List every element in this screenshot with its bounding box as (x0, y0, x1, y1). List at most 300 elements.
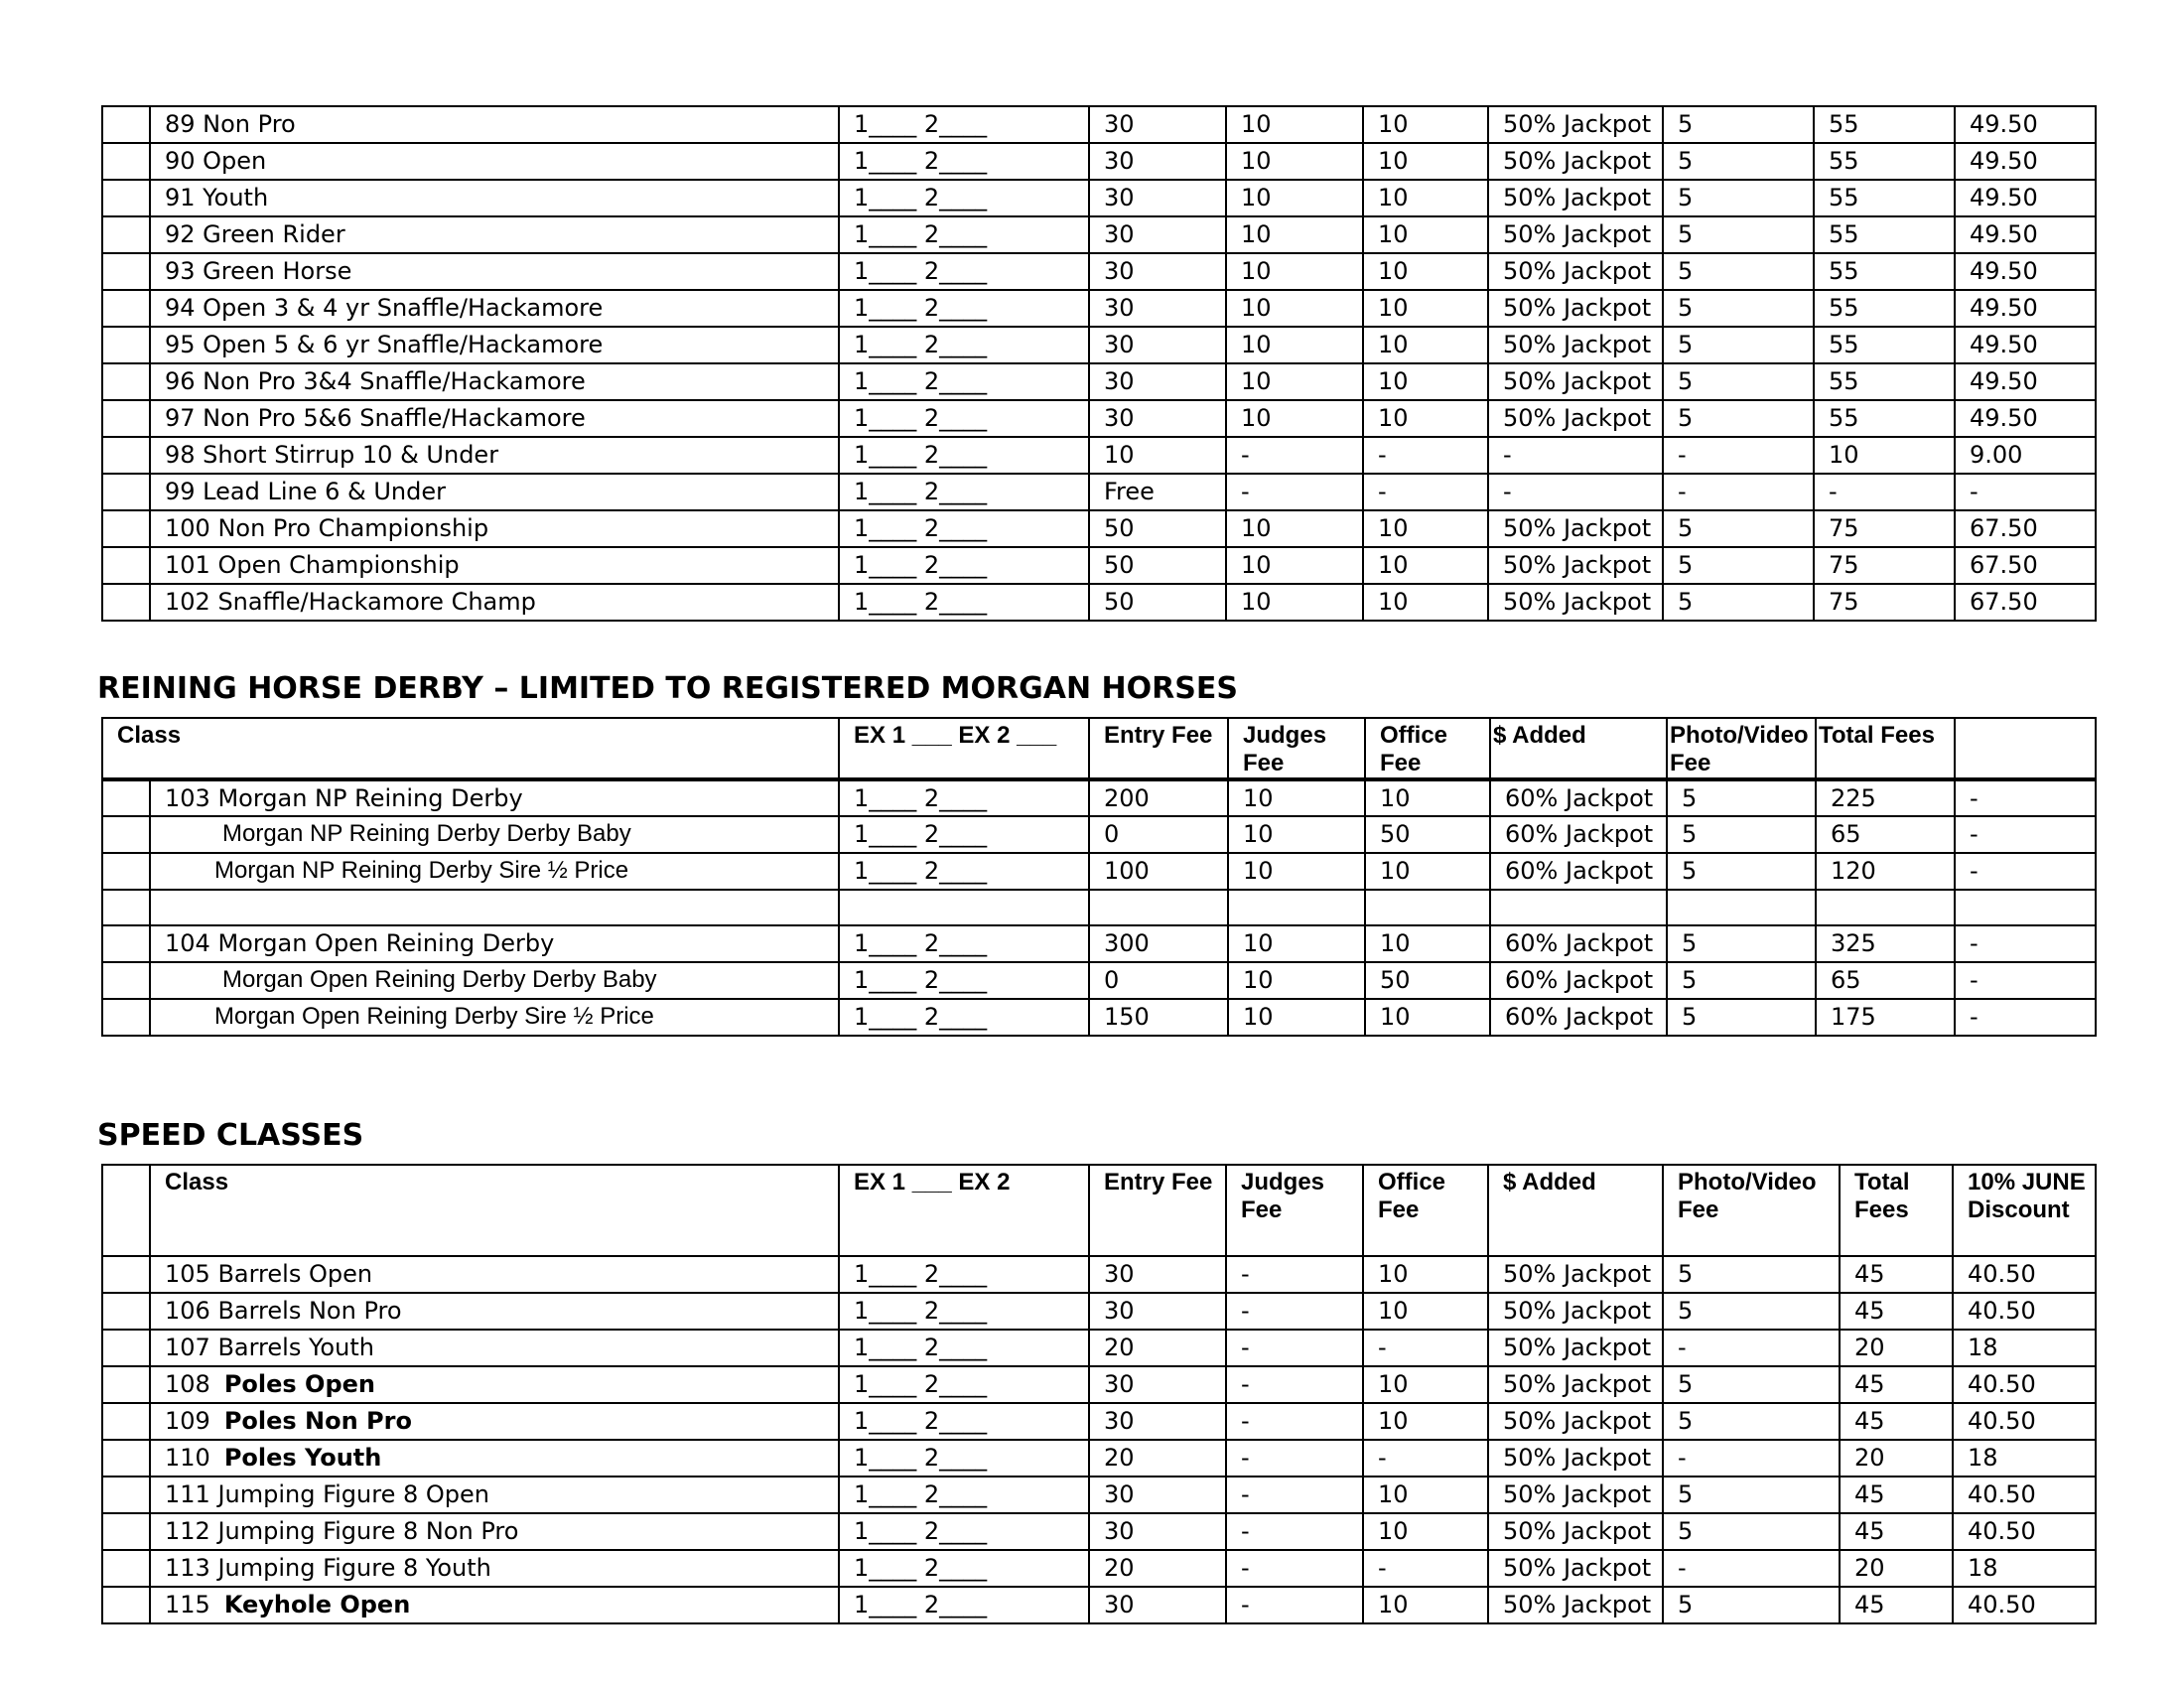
class-name-cell: 93 Green Horse (150, 253, 839, 290)
table-row (102, 106, 2096, 143)
judges-fee-cell: 10 (1226, 106, 1363, 143)
total-fees-cell: 65 (1816, 962, 1955, 999)
discount-cell: - (1955, 816, 2096, 853)
office-fee-cell: 10 (1363, 106, 1488, 143)
photo-video-fee-cell: 5 (1663, 253, 1814, 290)
ex-entry-cell: 1____ 2____ (839, 290, 1089, 327)
total-fees-cell: 45 (1840, 1403, 1953, 1440)
photo-video-fee-cell: 5 (1663, 363, 1814, 400)
table-row (102, 510, 2096, 547)
added-cell: 60% Jackpot (1490, 925, 1667, 962)
ex-entry-cell: 1____ 2____ (839, 327, 1089, 363)
ex-entry-cell: 1____ 2____ (839, 1403, 1089, 1440)
class-name-bold: Keyhole Open (223, 1591, 411, 1618)
table-row (102, 999, 2096, 1036)
ex-entry-cell: 1____ 2____ (839, 400, 1089, 437)
judges-fee-cell: 10 (1228, 779, 1365, 816)
added-cell: 60% Jackpot (1490, 853, 1667, 890)
row-marker-cell (102, 1330, 150, 1366)
office-fee-cell: 10 (1363, 253, 1488, 290)
class-name-cell: 103 Morgan NP Reining Derby (150, 779, 839, 816)
judges-fee-cell: - (1226, 1550, 1363, 1587)
total-fees-cell: 45 (1840, 1513, 1953, 1550)
speed-table-container (101, 1164, 2095, 1624)
office-fee-cell: 50 (1365, 816, 1490, 853)
total-fees-cell: 75 (1814, 584, 1955, 621)
discount-cell: - (1955, 999, 2096, 1036)
judges-fee-cell: - (1226, 437, 1363, 474)
row-marker-cell (102, 253, 150, 290)
office-fee-cell: - (1363, 1440, 1488, 1477)
judges-fee-cell: - (1226, 1477, 1363, 1513)
judges-fee-cell: 10 (1226, 143, 1363, 180)
discount-cell: - (1955, 962, 2096, 999)
judges-fee-cell: - (1226, 1440, 1363, 1477)
entry-fee-cell: 0 (1089, 816, 1228, 853)
total-fees-cell: 55 (1814, 180, 1955, 216)
row-marker-cell (102, 363, 150, 400)
total-fees-cell: 10 (1814, 437, 1955, 474)
judges-fee-cell: 10 (1228, 853, 1365, 890)
added-cell: 50% Jackpot (1488, 1550, 1663, 1587)
photo-video-fee-cell: 5 (1667, 816, 1816, 853)
row-marker-cell (102, 216, 150, 253)
derby-header-row (102, 718, 2096, 779)
office-fee-cell: 10 (1363, 327, 1488, 363)
office-fee-cell: 10 (1365, 779, 1490, 816)
row-marker-cell (102, 1587, 150, 1623)
photo-video-fee-cell: - (1663, 474, 1814, 510)
total-fees-cell: 65 (1816, 816, 1955, 853)
class-name-bold: Poles Open (223, 1370, 375, 1398)
discount-cell: 40.50 (1953, 1293, 2096, 1330)
judges-fee-cell: 10 (1226, 216, 1363, 253)
added-cell: 50% Jackpot (1488, 1587, 1663, 1623)
entry-fee-cell: 30 (1089, 253, 1226, 290)
class-name-cell: 113 Jumping Figure 8 Youth (150, 1550, 839, 1587)
derby-table (101, 717, 2097, 1037)
photo-video-fee-cell: 5 (1663, 1366, 1840, 1403)
header-discount (1955, 718, 2096, 779)
added-cell: 50% Jackpot (1488, 547, 1663, 584)
row-marker-cell (102, 547, 150, 584)
class-name-cell: 112 Jumping Figure 8 Non Pro (150, 1513, 839, 1550)
ex-entry-cell: 1____ 2____ (839, 106, 1089, 143)
office-fee-cell: - (1363, 1330, 1488, 1366)
total-fees-cell: 45 (1840, 1256, 1953, 1293)
ex-entry-cell: 1____ 2____ (839, 1440, 1089, 1477)
added-cell: 60% Jackpot (1490, 816, 1667, 853)
row-marker-cell (102, 1256, 150, 1293)
ex-entry-cell: 1____ 2____ (839, 180, 1089, 216)
judges-fee-cell: 10 (1226, 400, 1363, 437)
office-fee-cell: 10 (1365, 853, 1490, 890)
row-marker-cell (102, 925, 150, 962)
total-fees-cell: 45 (1840, 1587, 1953, 1623)
row-marker-cell (102, 400, 150, 437)
ex-entry-cell: 1____ 2____ (839, 584, 1089, 621)
header-total-fees: Total Fees (1840, 1165, 1953, 1256)
class-name-cell: 100 Non Pro Championship (150, 510, 839, 547)
entry-fee-cell: 200 (1089, 779, 1228, 816)
header-photo-video-fee: Photo/Video Fee (1667, 718, 1816, 779)
judges-fee-cell: 10 (1228, 962, 1365, 999)
discount-cell: 18 (1953, 1550, 2096, 1587)
judges-fee-cell: 10 (1226, 547, 1363, 584)
office-fee-cell: 10 (1363, 1403, 1488, 1440)
photo-video-fee-cell: 5 (1663, 584, 1814, 621)
judges-fee-cell: - (1226, 1587, 1363, 1623)
office-fee-cell: 10 (1363, 290, 1488, 327)
photo-video-fee-cell: 5 (1663, 400, 1814, 437)
photo-video-fee-cell: 5 (1663, 106, 1814, 143)
row-marker-cell (102, 290, 150, 327)
total-fees-cell: 20 (1840, 1330, 1953, 1366)
photo-video-fee-cell: 5 (1663, 1477, 1840, 1513)
photo-video-fee-cell: 5 (1663, 290, 1814, 327)
discount-cell: 40.50 (1953, 1513, 2096, 1550)
header-blank (102, 1165, 150, 1256)
office-fee-cell: - (1363, 474, 1488, 510)
total-fees-cell: 75 (1814, 510, 1955, 547)
class-name-cell: Morgan NP Reining Derby Sire ½ Price (150, 853, 839, 890)
class-name-cell: 92 Green Rider (150, 216, 839, 253)
photo-video-fee-cell: 5 (1663, 327, 1814, 363)
class-name-cell: 90 Open (150, 143, 839, 180)
class-name-cell: Morgan Open Reining Derby Sire ½ Price (150, 999, 839, 1036)
row-marker-cell (102, 779, 150, 816)
row-marker-cell (102, 437, 150, 474)
class-number: 115 (165, 1591, 210, 1618)
reining-classes-table-container (101, 105, 2095, 622)
judges-fee-cell: 10 (1228, 999, 1365, 1036)
added-cell: 50% Jackpot (1488, 1440, 1663, 1477)
class-name-cell: 95 Open 5 & 6 yr Snaffle/Hackamore (150, 327, 839, 363)
total-fees-cell: 75 (1814, 547, 1955, 584)
ex-entry-cell: 1____ 2____ (839, 1477, 1089, 1513)
entry-fee-cell: 30 (1089, 106, 1226, 143)
discount-cell: 40.50 (1953, 1366, 2096, 1403)
table-row (102, 290, 2096, 327)
added-cell: 50% Jackpot (1488, 1403, 1663, 1440)
ex-entry-cell: 1____ 2____ (839, 999, 1089, 1036)
class-name-cell: 101 Open Championship (150, 547, 839, 584)
office-fee-cell: 10 (1363, 216, 1488, 253)
row-marker-cell (102, 474, 150, 510)
discount-cell: 40.50 (1953, 1403, 2096, 1440)
entry-fee-cell: 50 (1089, 510, 1226, 547)
office-fee-cell: 10 (1363, 547, 1488, 584)
row-marker-cell (102, 143, 150, 180)
entry-fee-cell: 30 (1089, 1587, 1226, 1623)
table-row (102, 1403, 2096, 1440)
blank-cell (1365, 890, 1490, 925)
class-number: 108 (165, 1370, 210, 1398)
table-row (102, 180, 2096, 216)
photo-video-fee-cell: 5 (1663, 1256, 1840, 1293)
total-fees-cell: 55 (1814, 216, 1955, 253)
row-marker-cell (102, 853, 150, 890)
table-row (102, 1513, 2096, 1550)
table-row (102, 853, 2096, 890)
added-cell: 50% Jackpot (1488, 180, 1663, 216)
total-fees-cell: 55 (1814, 327, 1955, 363)
blank-row (102, 890, 2096, 925)
judges-fee-cell: - (1226, 1403, 1363, 1440)
table-row (102, 1440, 2096, 1477)
judges-fee-cell: 10 (1226, 290, 1363, 327)
office-fee-cell: 10 (1363, 1293, 1488, 1330)
added-cell: - (1488, 437, 1663, 474)
row-marker-cell (102, 1440, 150, 1477)
blank-cell (1228, 890, 1365, 925)
class-name-cell (150, 1587, 839, 1623)
photo-video-fee-cell: 5 (1667, 999, 1816, 1036)
discount-cell: 67.50 (1955, 547, 2096, 584)
row-marker-cell (102, 1477, 150, 1513)
judges-fee-cell: - (1226, 1293, 1363, 1330)
photo-video-fee-cell: 5 (1663, 143, 1814, 180)
derby-table-container (101, 717, 2095, 1037)
office-fee-cell: 10 (1365, 999, 1490, 1036)
judges-fee-cell: - (1226, 1366, 1363, 1403)
entry-fee-cell: 30 (1089, 180, 1226, 216)
photo-video-fee-cell: 5 (1663, 1513, 1840, 1550)
ex-entry-cell: 1____ 2____ (839, 474, 1089, 510)
total-fees-cell: 175 (1816, 999, 1955, 1036)
judges-fee-cell: - (1226, 1513, 1363, 1550)
header-ex: EX 1 ___ EX 2 ___ (839, 718, 1089, 779)
discount-cell: 9.00 (1955, 437, 2096, 474)
added-cell: 50% Jackpot (1488, 1477, 1663, 1513)
ex-entry-cell: 1____ 2____ (839, 1587, 1089, 1623)
entry-fee-cell: 30 (1089, 363, 1226, 400)
added-cell: 50% Jackpot (1488, 363, 1663, 400)
office-fee-cell: 10 (1363, 400, 1488, 437)
total-fees-cell: 120 (1816, 853, 1955, 890)
row-marker-cell (102, 584, 150, 621)
table-row (102, 1587, 2096, 1623)
table-row (102, 143, 2096, 180)
office-fee-cell: 10 (1365, 925, 1490, 962)
total-fees-cell: 55 (1814, 363, 1955, 400)
added-cell: - (1488, 474, 1663, 510)
added-cell: 50% Jackpot (1488, 1256, 1663, 1293)
entry-fee-cell: 150 (1089, 999, 1228, 1036)
ex-entry-cell: 1____ 2____ (839, 1256, 1089, 1293)
row-marker-cell (102, 816, 150, 853)
entry-fee-cell: 20 (1089, 1550, 1226, 1587)
class-name-cell (150, 1440, 839, 1477)
added-cell: 50% Jackpot (1488, 510, 1663, 547)
header-office-fee: Office Fee (1365, 718, 1490, 779)
discount-cell: 18 (1953, 1330, 2096, 1366)
ex-entry-cell: 1____ 2____ (839, 1550, 1089, 1587)
class-name-cell: Morgan Open Reining Derby Derby Baby (150, 962, 839, 999)
discount-cell: 49.50 (1955, 216, 2096, 253)
reining-classes-table (101, 105, 2097, 622)
ex-entry-cell: 1____ 2____ (839, 925, 1089, 962)
ex-entry-cell: 1____ 2____ (839, 547, 1089, 584)
added-cell: 50% Jackpot (1488, 253, 1663, 290)
photo-video-fee-cell: 5 (1667, 962, 1816, 999)
table-row (102, 1550, 2096, 1587)
office-fee-cell: - (1363, 1550, 1488, 1587)
total-fees-cell: 20 (1840, 1550, 1953, 1587)
judges-fee-cell: 10 (1228, 816, 1365, 853)
entry-fee-cell: 30 (1089, 1403, 1226, 1440)
ex-entry-cell: 1____ 2____ (839, 216, 1089, 253)
judges-fee-cell: 10 (1226, 584, 1363, 621)
class-name-cell: 104 Morgan Open Reining Derby (150, 925, 839, 962)
table-row (102, 253, 2096, 290)
header-entry-fee: Entry Fee (1089, 1165, 1226, 1256)
total-fees-cell: 225 (1816, 779, 1955, 816)
table-row (102, 779, 2096, 816)
row-marker-cell (102, 1403, 150, 1440)
header-judges-fee: Judges Fee (1228, 718, 1365, 779)
table-row (102, 925, 2096, 962)
ex-entry-cell: 1____ 2____ (839, 962, 1089, 999)
judges-fee-cell: 10 (1228, 925, 1365, 962)
judges-fee-cell: 10 (1226, 327, 1363, 363)
table-row (102, 363, 2096, 400)
class-name-cell: 96 Non Pro 3&4 Snaffle/Hackamore (150, 363, 839, 400)
added-cell: 50% Jackpot (1488, 1513, 1663, 1550)
total-fees-cell: 45 (1840, 1366, 1953, 1403)
entry-fee-cell: Free (1089, 474, 1226, 510)
entry-fee-cell: 300 (1089, 925, 1228, 962)
table-row (102, 1330, 2096, 1366)
ex-entry-cell: 1____ 2____ (839, 816, 1089, 853)
entry-fee-cell: 30 (1089, 1293, 1226, 1330)
blank-cell (1490, 890, 1667, 925)
discount-cell: 18 (1953, 1440, 2096, 1477)
judges-fee-cell: 10 (1226, 510, 1363, 547)
derby-section-title: REINING HORSE DERBY – LIMITED TO REGISTERED MORGAN HORSES (97, 671, 1238, 706)
total-fees-cell: 20 (1840, 1440, 1953, 1477)
judges-fee-cell: - (1226, 1330, 1363, 1366)
table-row (102, 547, 2096, 584)
header-ex: EX 1 ___ EX 2 (839, 1165, 1089, 1256)
row-marker-cell (102, 962, 150, 999)
blank-cell (1816, 890, 1955, 925)
added-cell: 50% Jackpot (1488, 1366, 1663, 1403)
entry-fee-cell: 0 (1089, 962, 1228, 999)
ex-entry-cell: 1____ 2____ (839, 1513, 1089, 1550)
office-fee-cell: 10 (1363, 510, 1488, 547)
photo-video-fee-cell: 5 (1667, 779, 1816, 816)
header-added: $ Added (1490, 718, 1667, 779)
added-cell: 50% Jackpot (1488, 584, 1663, 621)
class-number: 109 (165, 1407, 210, 1435)
added-cell: 60% Jackpot (1490, 962, 1667, 999)
row-marker-cell (102, 180, 150, 216)
ex-entry-cell: 1____ 2____ (839, 143, 1089, 180)
entry-fee-cell: 30 (1089, 1513, 1226, 1550)
judges-fee-cell: 10 (1226, 180, 1363, 216)
discount-cell: 67.50 (1955, 584, 2096, 621)
entry-fee-cell: 50 (1089, 584, 1226, 621)
total-fees-cell: 55 (1814, 253, 1955, 290)
added-cell: 60% Jackpot (1490, 779, 1667, 816)
class-name-cell: 98 Short Stirrup 10 & Under (150, 437, 839, 474)
row-marker-cell (102, 1366, 150, 1403)
added-cell: 50% Jackpot (1488, 1293, 1663, 1330)
header-photo-video-fee: Photo/Video Fee (1663, 1165, 1840, 1256)
photo-video-fee-cell: - (1663, 1550, 1840, 1587)
added-cell: 60% Jackpot (1490, 999, 1667, 1036)
entry-fee-cell: 30 (1089, 1477, 1226, 1513)
office-fee-cell: 10 (1363, 180, 1488, 216)
blank-cell (1955, 890, 2096, 925)
class-name-bold: Poles Youth (223, 1444, 382, 1472)
photo-video-fee-cell: 5 (1663, 510, 1814, 547)
header-office-fee: Office Fee (1363, 1165, 1488, 1256)
blank-cell (150, 890, 839, 925)
ex-entry-cell: 1____ 2____ (839, 779, 1089, 816)
header-total-fees: Total Fees (1816, 718, 1955, 779)
row-marker-cell (102, 1550, 150, 1587)
table-row (102, 1256, 2096, 1293)
photo-video-fee-cell: 5 (1663, 1587, 1840, 1623)
table-row (102, 400, 2096, 437)
discount-cell: 67.50 (1955, 510, 2096, 547)
table-row (102, 1293, 2096, 1330)
entry-fee-cell: 30 (1089, 1366, 1226, 1403)
judges-fee-cell: 10 (1226, 363, 1363, 400)
class-name-cell: 89 Non Pro (150, 106, 839, 143)
office-fee-cell: 10 (1363, 1256, 1488, 1293)
class-name-cell: 91 Youth (150, 180, 839, 216)
entry-fee-cell: 20 (1089, 1330, 1226, 1366)
office-fee-cell: 10 (1363, 1513, 1488, 1550)
header-entry-fee: Entry Fee (1089, 718, 1228, 779)
class-number: 110 (165, 1444, 210, 1472)
discount-cell: 49.50 (1955, 327, 2096, 363)
entry-fee-cell: 20 (1089, 1440, 1226, 1477)
discount-cell: 49.50 (1955, 400, 2096, 437)
photo-video-fee-cell: 5 (1663, 180, 1814, 216)
table-row (102, 816, 2096, 853)
row-marker-cell (102, 106, 150, 143)
class-name-cell: 107 Barrels Youth (150, 1330, 839, 1366)
added-cell: 50% Jackpot (1488, 1330, 1663, 1366)
added-cell: 50% Jackpot (1488, 143, 1663, 180)
added-cell: 50% Jackpot (1488, 327, 1663, 363)
added-cell: 50% Jackpot (1488, 400, 1663, 437)
row-marker-cell (102, 1293, 150, 1330)
table-row (102, 584, 2096, 621)
class-name-cell: 106 Barrels Non Pro (150, 1293, 839, 1330)
speed-table (101, 1164, 2097, 1624)
photo-video-fee-cell: 5 (1667, 853, 1816, 890)
total-fees-cell: 55 (1814, 290, 1955, 327)
photo-video-fee-cell: 5 (1663, 547, 1814, 584)
photo-video-fee-cell: 5 (1663, 1403, 1840, 1440)
ex-entry-cell: 1____ 2____ (839, 1293, 1089, 1330)
total-fees-cell: 45 (1840, 1477, 1953, 1513)
discount-cell: - (1955, 779, 2096, 816)
speed-header-row (102, 1165, 2096, 1256)
class-name-cell (150, 1366, 839, 1403)
photo-video-fee-cell: 5 (1663, 1293, 1840, 1330)
table-row (102, 1477, 2096, 1513)
header-discount: 10% JUNE Discount (1953, 1165, 2096, 1256)
class-name-cell: 94 Open 3 & 4 yr Snaffle/Hackamore (150, 290, 839, 327)
entry-fee-cell: 30 (1089, 216, 1226, 253)
header-added: $ Added (1488, 1165, 1663, 1256)
